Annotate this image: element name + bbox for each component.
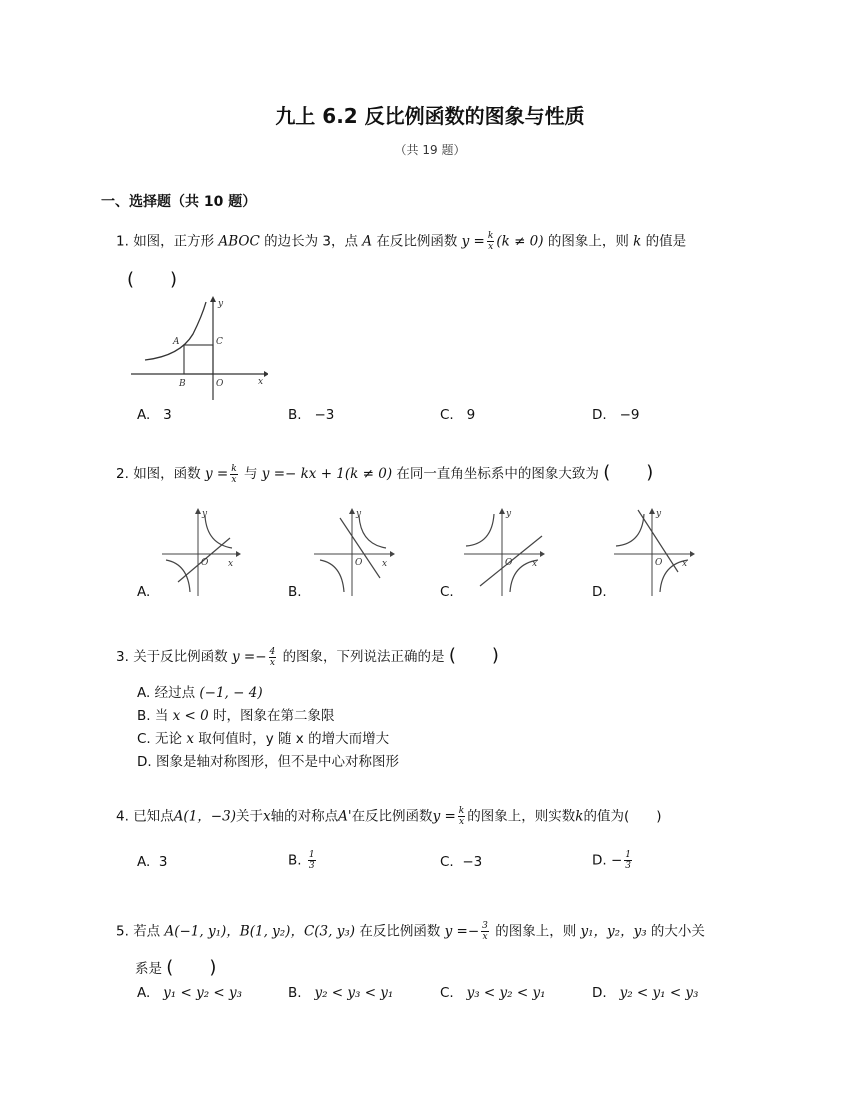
math-expr: A (362, 233, 373, 250)
x-axis-label: x (532, 559, 538, 569)
answer-blank: ( ) (166, 957, 217, 978)
origin-label: O (655, 558, 663, 568)
q2-option-d[interactable]: D. (592, 584, 607, 600)
origin-label: O (505, 558, 513, 568)
q5-option-a[interactable]: A. y₁ < y₂ < y₃ (137, 985, 243, 1001)
math-expr: y = (204, 466, 229, 482)
question-1-stem (116, 231, 686, 252)
q2-option-b[interactable]: B. (288, 584, 302, 600)
y-axis-label: y (218, 299, 224, 309)
question-count: （共 19 题） (394, 143, 466, 157)
x-axis-label: x (382, 559, 388, 569)
math-expr: A(1，−3) (173, 808, 236, 825)
x-axis-label: x (682, 559, 688, 569)
fraction: $\frac{4}{x}$ (269, 646, 276, 668)
question-number: 4. (116, 808, 129, 825)
question-number: 5. (116, 923, 129, 940)
origin-label: O (355, 558, 363, 568)
q2-option-c[interactable]: C. (440, 584, 454, 600)
stem-text: 的图象，下列说法正确的是 (282, 649, 445, 665)
question-5-stem-line2 (135, 958, 216, 979)
question-3-stem (116, 646, 499, 668)
math-expr: y = (461, 233, 485, 250)
q2-option-a[interactable]: A. (137, 584, 151, 600)
q2-figure-b (312, 506, 396, 598)
math-expr: ABOC (218, 233, 260, 250)
stem-text: 在反比例函数 (359, 923, 441, 940)
math-expr: y =− kx + 1(k ≠ 0) (261, 466, 393, 482)
stem-text: 若点 (133, 923, 161, 940)
question-2-stem (116, 463, 653, 485)
math-expr: y₁，y₂，y₃ (580, 923, 647, 940)
stem-text: 的图象上，则 (495, 923, 577, 940)
math-expr: A' (338, 808, 352, 825)
origin-label: O (216, 379, 224, 389)
stem-text: 的值是 (645, 233, 687, 250)
stem-text: 与 (243, 466, 258, 482)
answer-blank: ( ) (448, 645, 499, 666)
question-4-stem (116, 806, 662, 827)
q5-option-c[interactable]: C. y₃ < y₂ < y₁ (440, 985, 546, 1001)
q5-option-d[interactable]: D. y₂ < y₁ < y₃ (592, 985, 699, 1001)
fraction: $\frac{k}{x}$ (487, 231, 494, 252)
stem-text: 关于 (235, 808, 263, 825)
q5-option-b[interactable]: B. y₂ < y₃ < y₁ (288, 985, 394, 1001)
section-heading: 一、选择题（共 10 题） (101, 194, 257, 210)
stem-text: 已知点 (133, 808, 174, 825)
origin-label: O (201, 558, 209, 568)
point-c-label: C (216, 337, 223, 347)
q4-option-a[interactable]: A. 3 (137, 854, 168, 870)
math-expr: y = (432, 808, 456, 825)
q4-option-c[interactable]: C. −3 (440, 854, 483, 870)
answer-blank: ( ) (603, 462, 654, 483)
q3-option-b[interactable]: B. 当 x < 0 时，图象在第二象限 (137, 708, 335, 724)
math-expr: y =− (231, 649, 267, 665)
q1-option-a[interactable]: A. 3 (137, 407, 172, 423)
page-title: 九上 6.2 反比例函数的图象与性质 (275, 104, 585, 128)
math-expr: k (575, 808, 584, 825)
fraction: $\frac{k}{x}$ (231, 463, 237, 485)
question-number: 2. (116, 466, 129, 482)
y-axis-label: y (202, 509, 208, 519)
q2-figure-a (160, 506, 242, 598)
fraction: $\frac{k}{x}$ (458, 806, 465, 827)
math-expr: y =− (444, 923, 480, 940)
q1-option-d[interactable]: D. −9 (592, 407, 640, 423)
stem-text: 在反比例函数 (351, 808, 433, 825)
q2-figure-d (612, 506, 696, 598)
stem-text: 关于反比例函数 (133, 649, 228, 665)
math-expr: A(−1, y₁)，B(1, y₂)，C(3, y₃) (164, 923, 356, 940)
question-1-figure (128, 294, 268, 402)
stem-text: 轴的对称点 (270, 808, 339, 825)
stem-text: 的值为( ) (583, 808, 662, 825)
stem-text: 在反比例函数 (376, 233, 458, 250)
stem-text: 系是 (135, 961, 162, 977)
question-number: 3. (116, 649, 129, 665)
stem-text: 的边长为 3，点 (264, 233, 358, 250)
math-expr: x (262, 808, 271, 825)
answer-blank: ( ) (127, 269, 178, 290)
q4-option-b[interactable]: B. $\frac{1}{3}$ (288, 850, 315, 871)
q3-option-c[interactable]: C. 无论 x 取何值时，y 随 x 的增大而增大 (137, 731, 390, 747)
stem-text: 在同一直角坐标系中的图象大致为 (396, 466, 599, 482)
math-expr: k (633, 233, 642, 250)
q3-option-d[interactable]: D. 图象是轴对称图形，但不是中心对称图形 (137, 754, 399, 770)
math-expr: (k ≠ 0) (496, 233, 544, 250)
y-axis-label: y (506, 509, 512, 519)
q4-option-d[interactable]: D. − $\frac{1}{3}$ (592, 850, 632, 871)
stem-text: 的图象上，则实数 (467, 808, 576, 825)
question-5-stem (116, 921, 705, 942)
stem-text: 的大小关 (650, 923, 705, 940)
q1-option-c[interactable]: C. 9 (440, 407, 476, 423)
y-axis-label: y (356, 509, 362, 519)
q3-option-a[interactable]: A. 经过点 (−1, − 4) (137, 685, 263, 701)
q2-figure-c (462, 506, 546, 598)
point-a-label: A (173, 337, 180, 347)
q1-option-b[interactable]: B. −3 (288, 407, 335, 423)
fraction: $\frac{3}{x}$ (482, 921, 488, 942)
point-b-label: B (179, 379, 186, 389)
stem-text: 如图，函数 (133, 466, 201, 482)
x-axis-label: x (258, 377, 264, 387)
stem-text: 如图，正方形 (133, 233, 215, 250)
y-axis-label: y (656, 509, 662, 519)
x-axis-label: x (228, 559, 234, 569)
stem-text: 的图象上，则 (547, 233, 629, 250)
question-number: 1. (116, 233, 129, 250)
